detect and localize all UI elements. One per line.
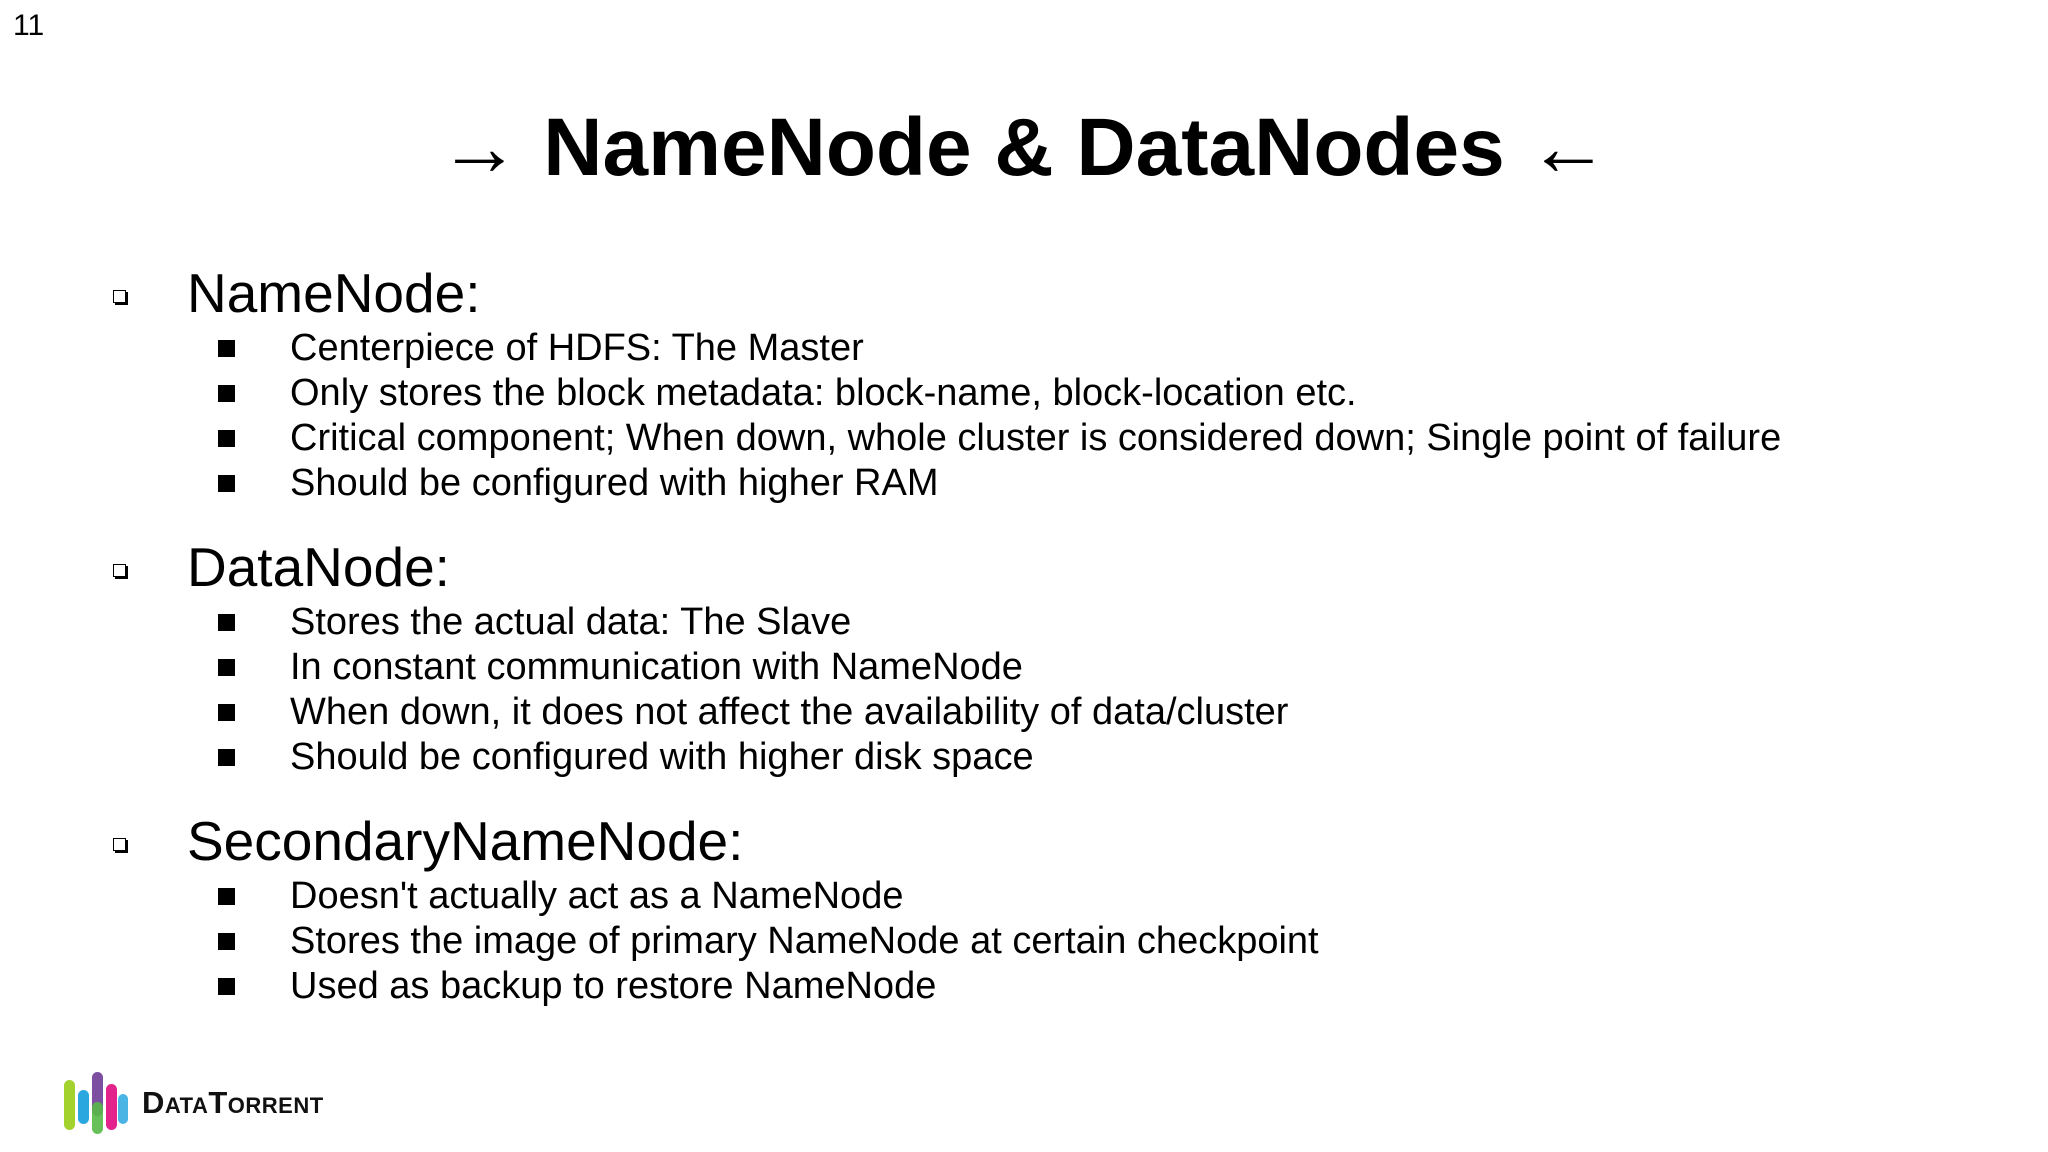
list-item [0,461,2000,506]
list-item-text: Used as backup to restore NameNode [290,965,937,1007]
slide-number: 11 [13,9,45,42]
list-item-text: When down, it does not affect the availability of data/cluster [290,691,1289,733]
list-item-text: Should be configured with higher RAM [290,462,939,504]
list-item [0,371,2000,416]
bullet-list [0,326,2000,506]
square-bullet-icon [218,475,235,492]
section-namenode [0,260,2000,506]
section-heading: DataNode: [187,536,450,598]
slide-title: → NameNode & DataNodes ← [438,102,1610,193]
section-heading: SecondaryNameNode: [187,810,744,872]
list-item [0,645,2000,690]
square-bullet-icon [218,430,235,447]
square-bullet-icon [218,888,235,905]
square-bullet-icon [218,978,235,995]
section-bullet-icon [113,838,126,851]
list-item-text: Stores the actual data: The Slave [290,601,852,643]
square-bullet-icon [218,933,235,950]
square-bullet-icon [218,659,235,676]
section-bullet-icon [113,564,126,577]
list-item-text: Stores the image of primary NameNode at certain checkpoint [290,920,1319,962]
section-heading: NameNode: [187,262,481,324]
square-bullet-icon [218,614,235,631]
square-bullet-icon [218,385,235,402]
list-item-text: Should be configured with higher disk space [290,736,1034,778]
list-item [0,416,2000,461]
list-item [0,964,2000,1009]
section-bullet-icon [113,290,126,303]
list-item-text: In constant communication with NameNode [290,646,1023,688]
logo-text: DataTorrent [142,1085,324,1120]
list-item-text: Only stores the block metadata: block-name, block-location etc. [290,372,1357,414]
bullet-list [0,600,2000,780]
list-item [0,735,2000,780]
list-item-text: Centerpiece of HDFS: The Master [290,327,864,369]
datatorrent-logo [62,1068,324,1138]
list-item [0,919,2000,964]
list-item [0,690,2000,735]
square-bullet-icon [218,340,235,357]
list-item-text: Critical component; When down, whole cluster is considered down; Single point of failure [290,417,1782,459]
list-item [0,326,2000,371]
list-item [0,600,2000,645]
square-bullet-icon [218,704,235,721]
list-item-text: Doesn't actually act as a NameNode [290,875,904,917]
section-datanode [0,534,2000,780]
section-secondarynamenode [0,808,2000,1009]
bullet-list [0,874,2000,1009]
list-item [0,874,2000,919]
square-bullet-icon [218,749,235,766]
datatorrent-logo-icon [62,1068,130,1138]
